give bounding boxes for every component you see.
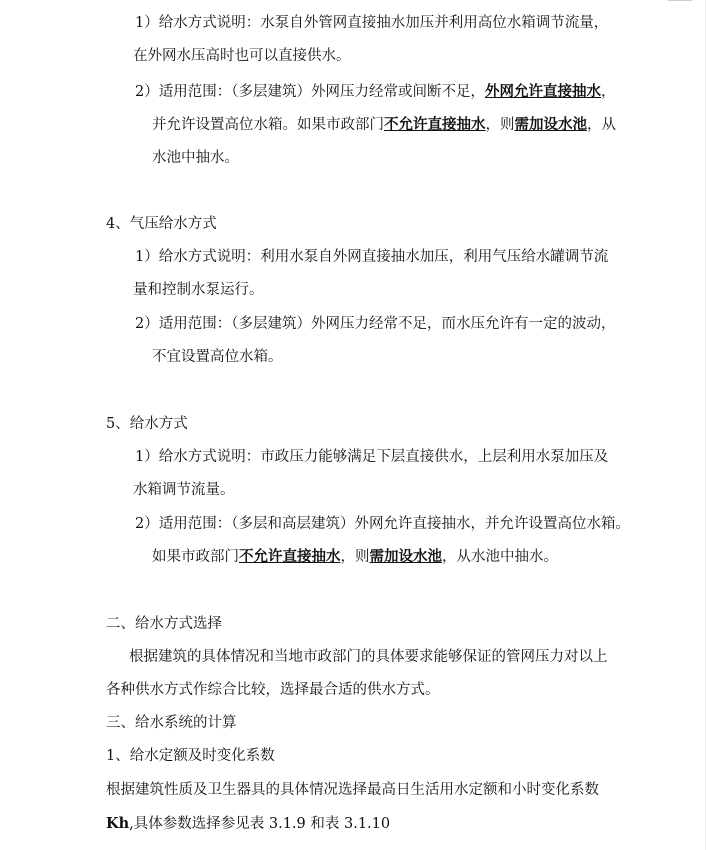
emphasis-text: 外网允许直接抽水 xyxy=(484,83,601,100)
text-line: 1）给水方式说明：市政压力能够满足下层直接供水，上层利用水泵加压及 xyxy=(135,449,609,465)
text-run: ， xyxy=(600,84,616,100)
emphasis-text: 需加设水池 xyxy=(514,116,587,133)
section-heading: 1、给水定额及时变化系数 xyxy=(106,748,275,764)
section-heading: 5、给水方式 xyxy=(106,416,188,432)
text-line: 不宜设置高位水箱。 xyxy=(152,349,283,365)
text-line: 2）适用范围：（多层建筑）外网压力经常不足，而水压允许有一定的波动， xyxy=(135,316,616,332)
text-line: 1）给水方式说明：利用水泵自外网直接抽水加压，利用气压给水罐调节流 xyxy=(135,249,609,265)
section-heading: 三、给水系统的计算 xyxy=(106,715,237,731)
text-line: 2）适用范围：（多层和高层建筑）外网允许直接抽水，并允许设置高位水箱。 xyxy=(135,516,630,532)
section-heading: 4、气压给水方式 xyxy=(106,216,217,232)
text-line: 量和控制水泵运行。 xyxy=(133,282,264,298)
emphasis-text: 不允许直接抽水 xyxy=(384,116,486,133)
text-run: ，从 xyxy=(587,117,616,133)
text-line xyxy=(106,814,390,834)
text-line: 各种供水方式作综合比较，选择最合适的供水方式。 xyxy=(106,682,440,698)
text-run: ，则 xyxy=(340,549,370,565)
section-heading: 二、给水方式选择 xyxy=(106,616,222,632)
text-line xyxy=(152,115,616,135)
text-run: ，则 xyxy=(485,117,515,133)
emphasis-text: 需加设水池 xyxy=(369,548,442,565)
text-line: 水箱调节流量。 xyxy=(133,482,235,498)
text-line: 1）给水方式说明：水泵自外管网直接抽水加压并利用高位水箱调节流量， xyxy=(135,15,609,31)
text-line xyxy=(135,82,615,102)
symbol-text: Kh xyxy=(106,815,130,832)
text-line: 根据建筑性质及卫生器具的具体情况选择最高日生活用水定额和小时变化系数 xyxy=(106,782,599,798)
text-line xyxy=(152,547,558,567)
text-run: ,具体参数选择参见表 3.1.9 和表 3.1.10 xyxy=(129,816,391,832)
emphasis-text: 不允许直接抽水 xyxy=(239,548,341,565)
text-run: 如果市政部门 xyxy=(152,549,239,565)
text-run: 并允许设置高位水箱。如果市政部门 xyxy=(152,117,384,133)
text-line: 根据建筑的具体情况和当地市政部门的具体要求能够保证的管网压力对以上 xyxy=(129,649,608,665)
text-run: 2）适用范围：（多层建筑）外网压力经常或间断不足， xyxy=(135,84,485,100)
text-run: ，从水池中抽水。 xyxy=(442,549,558,565)
text-line: 水池中抽水。 xyxy=(152,150,239,166)
margin-mark xyxy=(668,0,692,1)
text-line: 在外网水压高时也可以直接供水。 xyxy=(133,48,351,64)
